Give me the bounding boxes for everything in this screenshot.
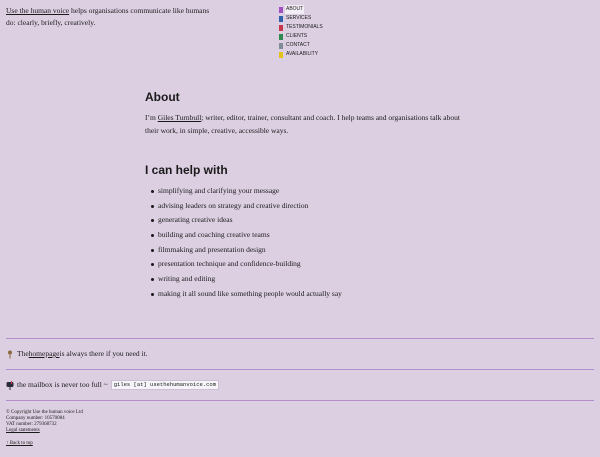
nav-link-about[interactable]: ABOUT (286, 6, 304, 12)
mail-text: the mailbox is never too full ~ (17, 380, 108, 389)
divider (6, 338, 594, 339)
help-list-item: making it all sound like something people would actually say (151, 288, 471, 303)
about-heading: About (145, 90, 180, 104)
nav-item-services[interactable] (279, 14, 324, 23)
legal-link[interactable]: Legal statements (6, 428, 40, 433)
help-list-item: simplifying and clarifying your message (151, 185, 471, 200)
site-tagline (6, 5, 216, 29)
nav-swatch-icon (279, 25, 283, 31)
copyright-text: © Copyright Use the human voice Ltd (6, 410, 83, 415)
nav-item-availability[interactable] (279, 50, 324, 59)
tagline-text: helps organisations communicate like humans do: clearly, briefly, creatively. (6, 6, 210, 27)
nav-swatch-icon (279, 43, 283, 49)
help-list-item: generating creative ideas (151, 214, 471, 229)
homepage-link[interactable]: homepage (28, 349, 60, 358)
pin-icon (6, 350, 14, 359)
homepage-text-after: is always there if you need it. (59, 349, 148, 358)
divider (6, 400, 594, 401)
help-list-item: building and coaching creative teams (151, 229, 471, 244)
nav-swatch-icon (279, 7, 283, 13)
mailbox-icon (6, 381, 14, 390)
nav-link-services[interactable]: SERVICES (286, 15, 312, 21)
help-heading: I can help with (145, 163, 228, 177)
nav-item-about[interactable] (279, 5, 324, 14)
nav-swatch-icon (279, 16, 283, 22)
vat-number: VAT number: 279368732 (6, 422, 57, 427)
nav-item-clients[interactable] (279, 32, 324, 41)
about-intro: I’m (145, 113, 158, 122)
site-home-link[interactable]: Use the human voice (6, 6, 70, 15)
help-list (151, 185, 471, 303)
author-name-link[interactable]: Giles Turnbull (157, 113, 202, 122)
nav-item-testimonials[interactable] (279, 23, 324, 32)
back-to-top-link[interactable]: ↑ Back to top (6, 441, 33, 446)
help-list-item: writing and editing (151, 273, 471, 288)
help-list-item: filmmaking and presentation design (151, 244, 471, 259)
company-number: Company number: 10570084 (6, 416, 65, 421)
nav-item-contact[interactable] (279, 41, 324, 50)
about-description: ; writer, editor, trainer, consultant and coach. I help teams and organisations talk about their work, in simple, creative, accessible ways. (145, 113, 460, 135)
main-nav (279, 5, 324, 59)
nav-link-clients[interactable]: CLIENTS (286, 33, 308, 39)
nav-link-availability[interactable]: AVAILABILITY (286, 51, 319, 57)
nav-swatch-icon (279, 34, 283, 40)
homepage-row (6, 348, 148, 360)
help-list-item: advising leaders on strategy and creative direction (151, 200, 471, 215)
mail-row (6, 379, 219, 391)
nav-link-testimonials[interactable]: TESTIMONIALS (286, 24, 323, 30)
homepage-text-before: The (17, 349, 29, 358)
divider (6, 369, 594, 370)
nav-swatch-icon (279, 52, 283, 58)
help-list-item: presentation technique and confidence-building (151, 258, 471, 273)
footer (6, 410, 83, 434)
nav-link-contact[interactable]: CONTACT (286, 42, 310, 48)
email-address: giles [at] usethehumanvoice.com (111, 380, 219, 390)
about-text (145, 112, 465, 137)
